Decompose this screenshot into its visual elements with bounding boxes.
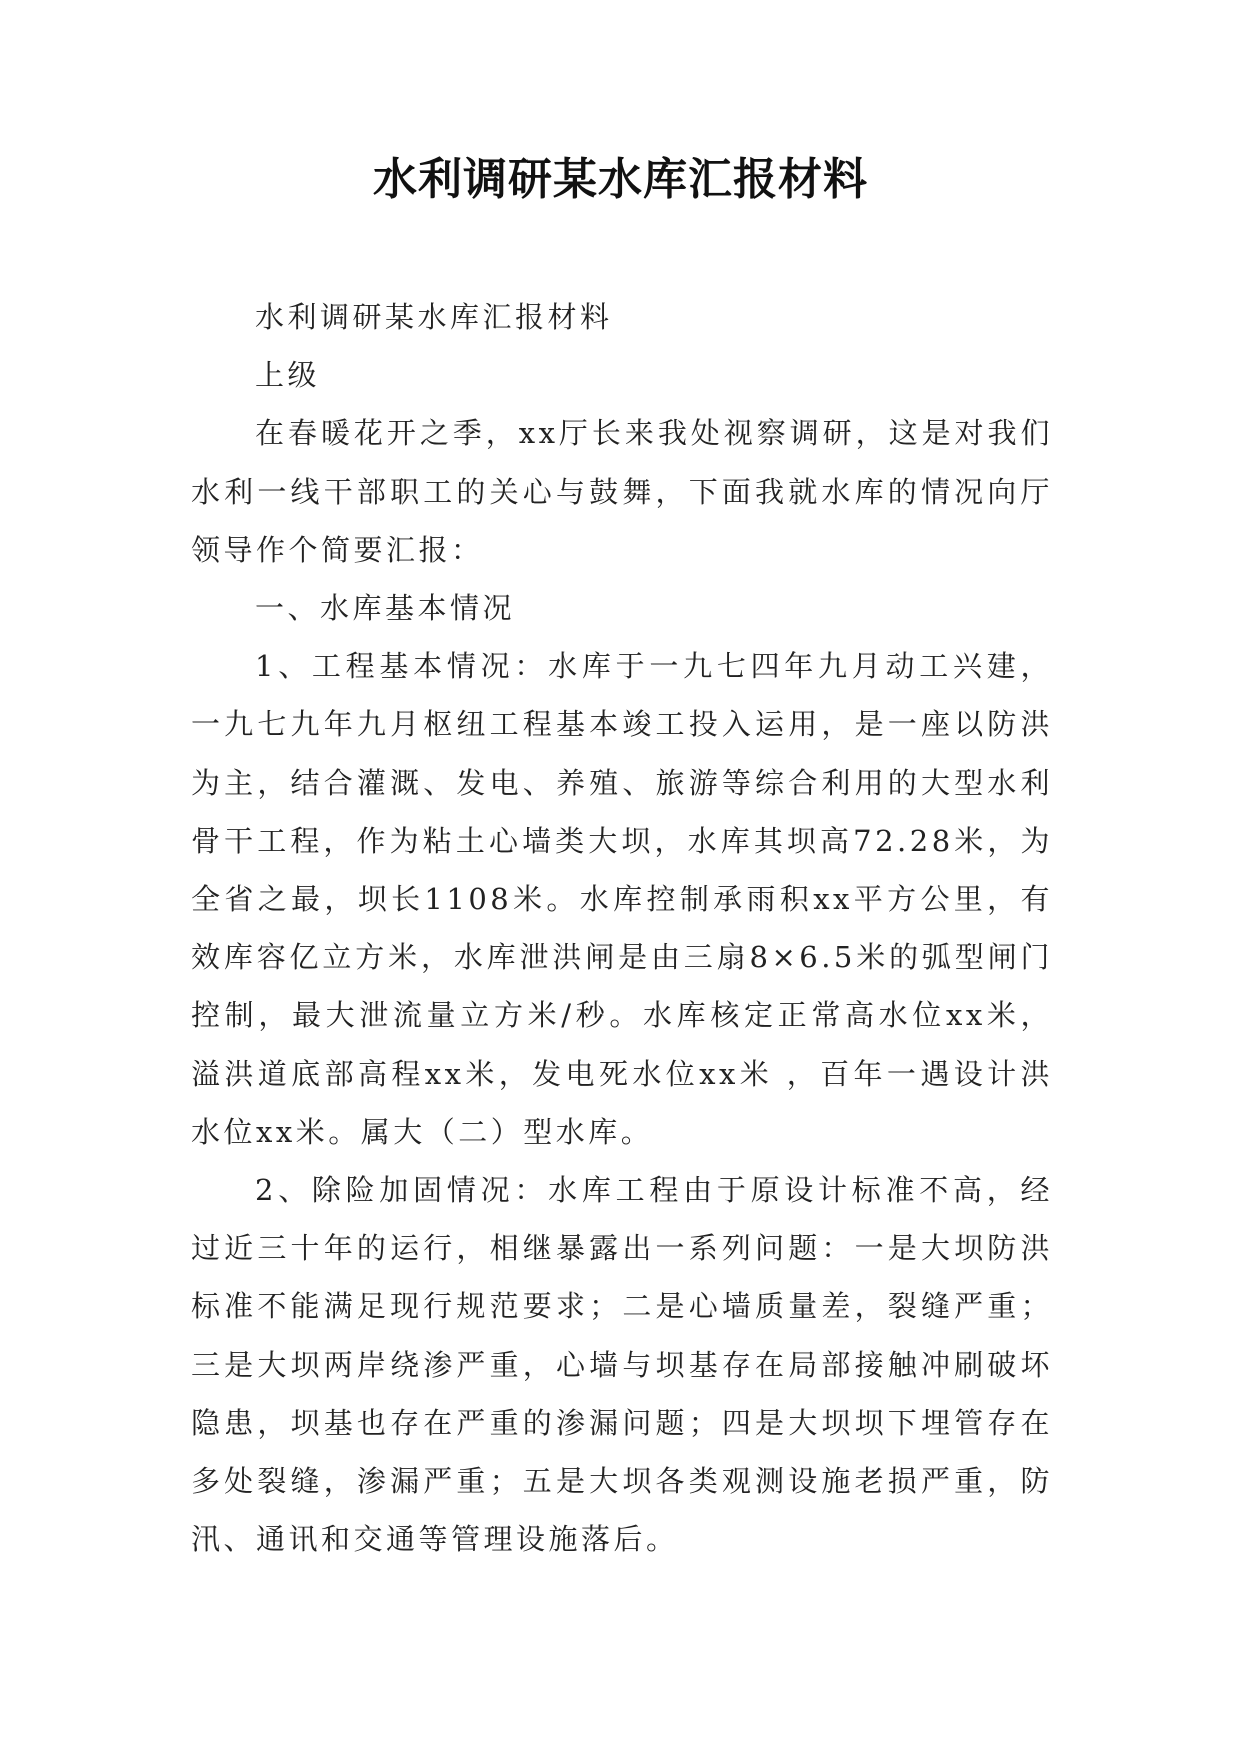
salutation-paragraph: 上级 <box>255 358 321 393</box>
document-body <box>191 288 1053 1568</box>
reinforcement-paragraph: 2、除险加固情况：水库工程由于原设计标准不高，经过近三十年的运行，相继暴露出一系列问题：一是大坝防洪标准不能满足现行规范要求；二是心墙质量差，裂缝严重；三是大坝两岸绕渗严重，心墙与坝基存在局部接触冲刷破坏隐患，坝基也存在严重的渗漏问题；四是大坝坝下埋管存在多处裂缝，渗漏严重；五是大坝各类观测设施老损严重，防汛、通讯和交通等管理设施落后。 <box>191 1173 1053 1557</box>
engineering-overview-paragraph: 1、工程基本情况：水库于一九七四年九月动工兴建，一九七九年九月枢纽工程基本竣工投入运用，是一座以防洪为主，结合灌溉、发电、养殖、旅游等综合利用的大型水利骨干工程，作为粘土心墙类大坝，水库其坝高72.28米，为全省之最，坝长1108米。水库控制承雨积xx平方公里，有效库容亿立方米，水库泄洪闸是由三扇8×6.5米的弧型闸门控制，最大泄流量立方米/秒。水库核定正常高水位xx米，溢洪道底部高程xx米，发电死水位xx米 ，百年一遇设计洪水位xx米。属大（二）型水库。 <box>191 649 1053 1149</box>
intro-paragraph: 在春暖花开之季，xx厅长来我处视察调研，这是对我们水利一线干部职工的关心与鼓舞，下面我就水库的情况向厅领导作个简要汇报： <box>191 416 1053 567</box>
subtitle-paragraph: 水利调研某水库汇报材料 <box>255 300 613 334</box>
document-title: 水利调研某水库汇报材料 <box>373 154 868 205</box>
section-heading: 一、水库基本情况 <box>255 591 516 626</box>
